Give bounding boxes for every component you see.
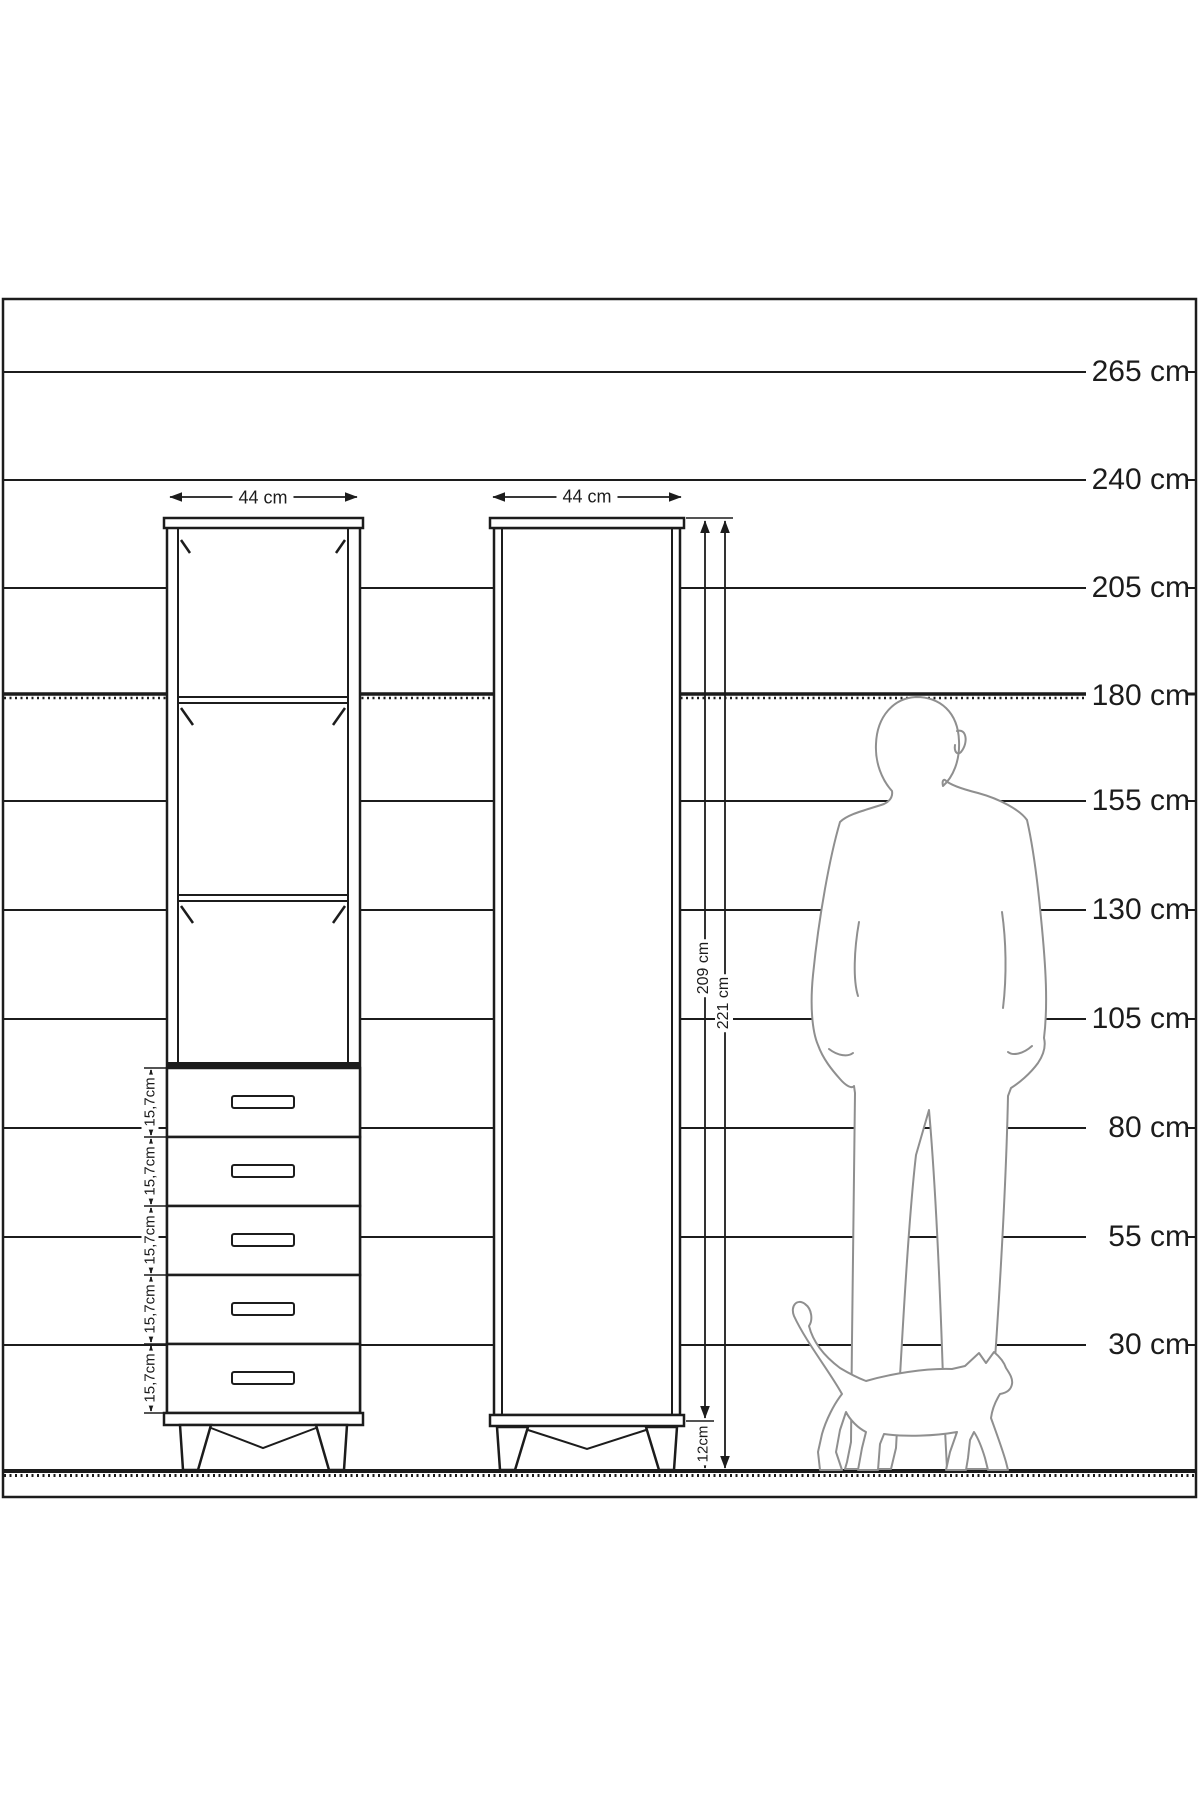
ground-line: [4, 1471, 1196, 1476]
drawer-height-label-2: 15,7cm: [142, 1143, 159, 1198]
ruler-label-30: 30 cm: [1108, 1328, 1190, 1361]
ruler-label-265: 265 cm: [1091, 355, 1190, 388]
drawer-height-label-5: 15,7cm: [142, 1350, 159, 1405]
ruler-label-55: 55 cm: [1108, 1220, 1190, 1253]
drawer-height-label-1: 15,7cm: [142, 1074, 159, 1129]
ruler-label-80: 80 cm: [1108, 1111, 1190, 1144]
drawer-height-label-3: 15,7cm: [142, 1212, 159, 1267]
drawer-fronts: [167, 1068, 360, 1413]
drawer-handle: [232, 1096, 294, 1108]
ruler-label-130: 130 cm: [1091, 893, 1190, 926]
ruler-label-240: 240 cm: [1091, 463, 1190, 496]
drawer-handle: [232, 1165, 294, 1177]
body-height-label: 209 cm: [695, 939, 713, 997]
drawer-handle: [232, 1372, 294, 1384]
open-cabinet-drawing: [164, 518, 363, 1470]
drawer-handle: [232, 1234, 294, 1246]
door-cabinet-drawing: [490, 518, 684, 1470]
ruler-label-205: 205 cm: [1091, 571, 1190, 604]
ruler-label-180: 180 cm: [1091, 679, 1190, 712]
man-silhouette: [812, 697, 1047, 1469]
ruler-label-105: 105 cm: [1091, 1002, 1190, 1035]
total-height-label: 221 cm: [715, 974, 733, 1032]
leg-height-label: 12cm: [695, 1423, 712, 1466]
drawer-height-label-4: 15,7cm: [142, 1281, 159, 1336]
drawer-handle: [232, 1303, 294, 1315]
door-cabinet-width-label: 44 cm: [556, 487, 617, 508]
open-cabinet-width-label: 44 cm: [232, 488, 293, 509]
ruler-label-155: 155 cm: [1091, 784, 1190, 817]
